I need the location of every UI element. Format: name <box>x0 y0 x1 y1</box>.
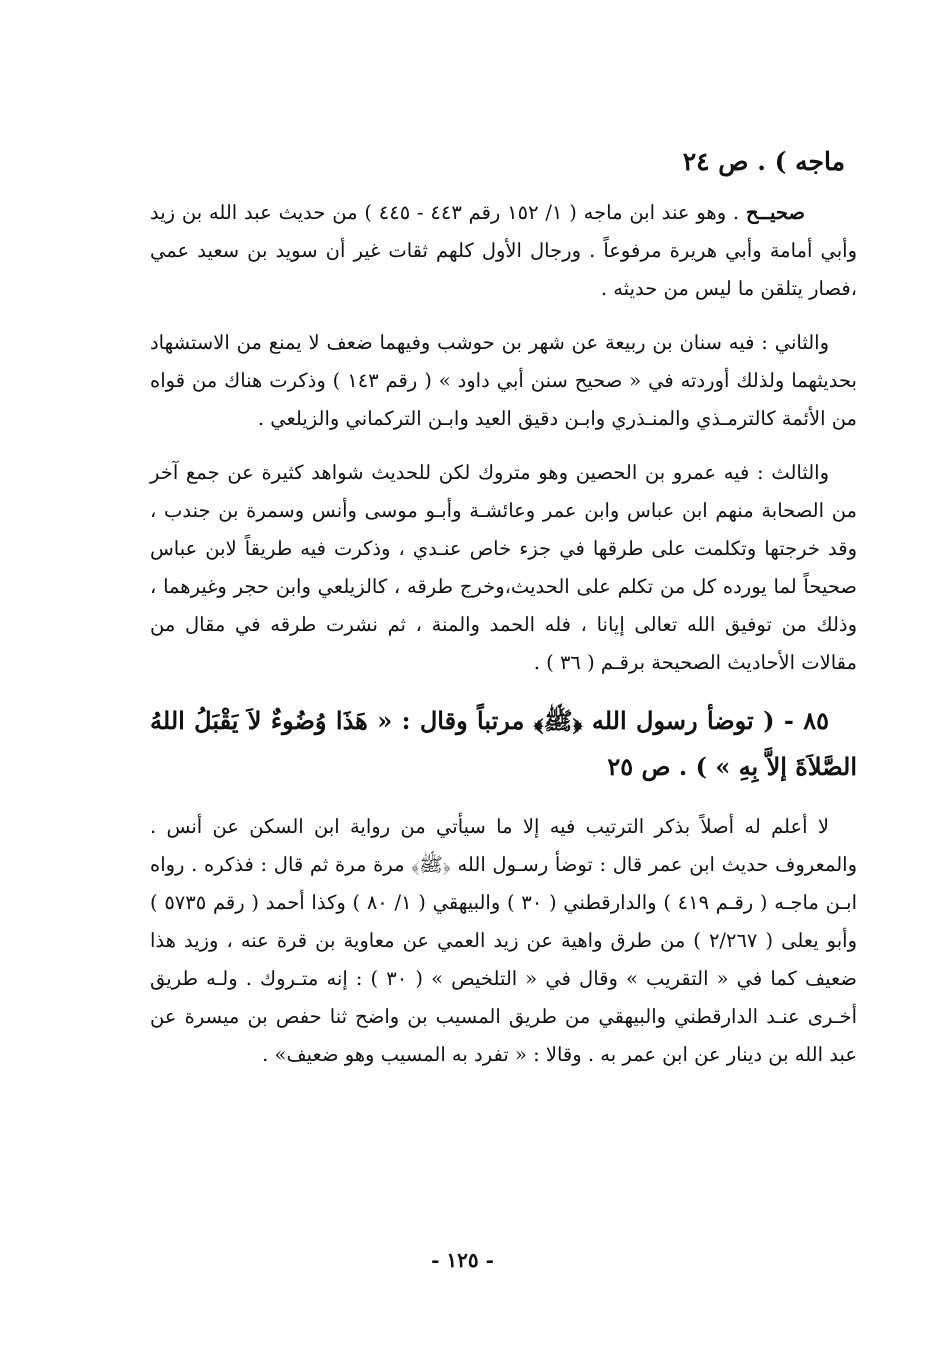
paragraph-sahih-text: . وهو عند ابن ماجه ( ١/ ١٥٢ رقم ٤٤٣ - ٤٤٥ ) من حديث عبد الله بن زيد وأبي أمامة وأبي هريرة مرفوعاً . ورجال الأول كلهم ثقات غير أن سويد بن سعيد عمي ،فصار يتلقن ما ليس من حديثه . <box>150 201 857 300</box>
hadith-85: ٨٥ - ( توضأ رسول الله ﴿ﷺ﴾ مرتباً وقال : « هَذَا وُضُوءٌ لاَ يَقْبَلُ اللهُ الصَّلاَةَ إلاَّ بِهِ » ) . ص ٢٥ <box>150 706 857 781</box>
paragraph-sahih <box>150 194 857 308</box>
continuation-heading: ماجه ) . ص ٢٤ <box>682 147 845 176</box>
paragraph-second-chain: والثاني : فيه سنان بن ربيعة عن شهر بن حوشب وفيهما ضعف لا يمنع من الاستشهاد بحديثهما ولذلك أوردته في « صحيح سنن أبي داود » ( رقم ١٤٣ ) وذكرت هناك من قواه من الأئمة كالترمـذي والمنـذري وابـن دقيق العيد وابـن التركماني والزيلعي . <box>150 331 857 430</box>
paragraph-hadith-85-commentary: لا أعلم له أصلاً بذكر الترتيب فيه إلا ما سيأتي من رواية ابن السكن عن أنس . والمعروف حديث ابن عمر قال : توضأ رسـول الله ﴿ﷺ﴾ مرة مرة ثم قال : فذكره . رواه ابـن ماجـه ( رقـم ٤١٩ ) والدارقطني ( ٣٠ ) والبيهقي ( ١/ ٨٠ ) وكذا أحمد ( رقم ٥٧٣٥ ) وأبو يعلى ( ٢/٢٦٧ ) من طرق واهية عن زيد العمي عن معاوية بن قرة عنه ، وزيد هذا ضعيف كما في « التقريب » وقال في « التلخيص » ( ٣٠ ) : إنه متـروك . ولـه طريق أخـرى عنـد الدارقطني والبيهقي من طريق المسيب بن واضح ثنا حفص بن ميسرة عن عبد الله بن دينار عن ابن عمر به . وقالا : « تفرد به المسيب وهو ضعيف» . <box>150 815 857 1066</box>
sahih-label: صحيــح <box>745 201 805 224</box>
page-number: - ١٢٥ - <box>431 1248 494 1272</box>
paragraph-third-chain: والثالث : فيه عمرو بن الحصين وهو متروك لكن للحديث شواهد كثيرة عن جمع آخر من الصحابة منهم ابن عباس وابن عمر وعائشـة وأبـو موسى وأنس وسمرة بن جندب ، وقد خرجتها وتكلمت على طرقها في جزء خاص عنـدي ، وذكرت فيه طريقاً لابن عباس صحيحاً لما يورده كل من تكلم على الحديث،وخرج طرقه ، كالزيلعي وابن حجر وغيرهما ، وذلك من توفيق الله تعالى إيانا ، فله الحمد والمنة ، ثم نشرت طرقه في مقال من مقالات الأحاديث الصحيحة برقـم ( ٣٦ ) . <box>150 461 857 674</box>
